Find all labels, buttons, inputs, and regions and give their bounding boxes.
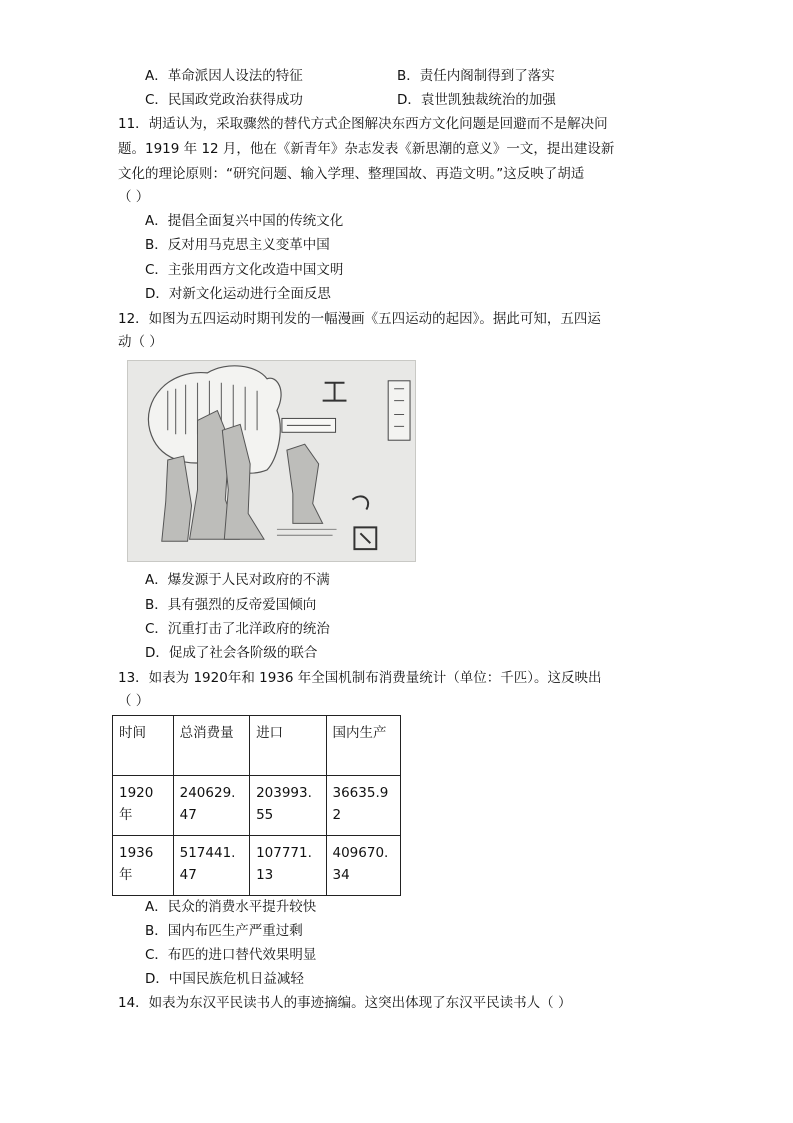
q13-option-c: C．布匹的进口替代效果明显 bbox=[145, 947, 317, 963]
table-header-cell: 国内生产 bbox=[326, 716, 401, 776]
table-row bbox=[113, 836, 401, 896]
q11-option-a: A．提倡全面复兴中国的传统文化 bbox=[145, 213, 344, 229]
table-cell: 240629.47 bbox=[173, 776, 249, 836]
q12-stem-line-1: 12．如图为五四运动时期刊发的一幅漫画《五四运动的起因》。据此可知，五四运 bbox=[118, 311, 601, 327]
table-cell: 36635.92 bbox=[326, 776, 401, 836]
table-cell: 517441.47 bbox=[173, 836, 249, 896]
q13-option-a: A．民众的消费水平提升较快 bbox=[145, 899, 317, 915]
table-header-cell: 进口 bbox=[250, 716, 326, 776]
table-header-row bbox=[113, 716, 401, 776]
table-header-cell: 总消费量 bbox=[173, 716, 249, 776]
q11-answer-blank: （ ） bbox=[118, 189, 150, 205]
table-cell: 203993.55 bbox=[250, 776, 326, 836]
q11-stem-line-2: 题。1919 年 12 月，他在《新青年》杂志发表《新思潮的意义》一文，提出建设新 bbox=[118, 141, 615, 157]
q14-stem-line-1: 14．如表为东汉平民读书人的事迹摘编。这突出体现了东汉平民读书人（ ） bbox=[118, 995, 572, 1011]
q10-option-a: A．革命派因人设法的特征 bbox=[145, 68, 303, 84]
q10-option-d: D．袁世凯独裁统治的加强 bbox=[397, 92, 556, 108]
table-header-cell: 时间 bbox=[113, 716, 174, 776]
table-cell: 107771.13 bbox=[250, 836, 326, 896]
q12-option-b: B．具有强烈的反帝爱国倾向 bbox=[145, 597, 317, 613]
q12-option-a: A．爆发源于人民对政府的不满 bbox=[145, 572, 330, 588]
q10-option-c: C．民国政党政治获得成功 bbox=[145, 92, 303, 108]
q11-option-d: D．对新文化运动进行全面反思 bbox=[145, 286, 331, 302]
q12-option-c: C．沉重打击了北洋政府的统治 bbox=[145, 621, 330, 637]
q11-stem-line-3: 文化的理论原则：“研究问题、输入学理、整理国故、再造文明。”这反映了胡适 bbox=[118, 166, 585, 182]
q13-option-b: B．国内布匹生产严重过剩 bbox=[145, 923, 303, 939]
table-cell: 409670.34 bbox=[326, 836, 401, 896]
table-cell: 1936年 bbox=[113, 836, 174, 896]
q11-stem-line-1: 11．胡适认为，采取骤然的替代方式企图解决东西方文化问题是回避而不是解决问 bbox=[118, 116, 608, 132]
q11-option-b: B．反对用马克思主义变革中国 bbox=[145, 237, 330, 253]
q13-stem-line-1: 13．如表为 1920年和 1936 年全国机制布消费量统计（单位：千匹）。这反映出 bbox=[118, 670, 602, 686]
q13-option-d: D．中国民族危机日益减轻 bbox=[145, 971, 304, 987]
q10-option-b: B．责任内阁制得到了落实 bbox=[397, 68, 555, 84]
q12-option-d: D．促成了社会各阶级的联合 bbox=[145, 645, 318, 661]
q11-option-c: C．主张用西方文化改造中国文明 bbox=[145, 262, 344, 278]
cartoon-image bbox=[127, 360, 416, 562]
q13-answer-blank: （ ） bbox=[118, 693, 150, 709]
q12-stem-line-2: 动（ ） bbox=[118, 334, 163, 350]
consumption-table bbox=[112, 715, 401, 896]
table-row bbox=[113, 776, 401, 836]
table-cell: 1920年 bbox=[113, 776, 174, 836]
